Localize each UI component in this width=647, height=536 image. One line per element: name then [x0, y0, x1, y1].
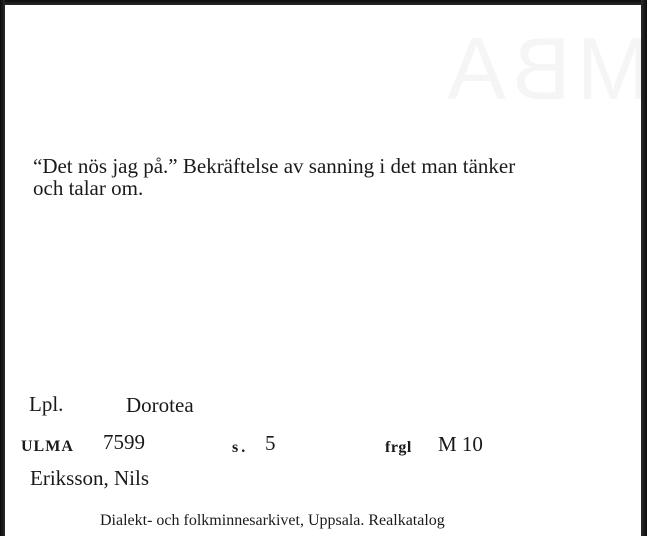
recorder-name: Eriksson, Nils: [30, 466, 150, 490]
page-number: 5: [265, 431, 276, 455]
frgl-value: M 10: [438, 432, 483, 456]
parish-value: Dorotea: [126, 393, 194, 417]
ulma-number: 7599: [103, 430, 145, 454]
reverse-side-show-through: [360, 18, 647, 128]
page-label: s.: [232, 439, 249, 456]
frgl-label: frgl: [385, 439, 412, 456]
card-text-line-1: “Det nös jag på.” Bekräftelse av sanning i det man tänker: [33, 154, 516, 178]
card-edge-top: [0, 0, 647, 5]
card-edge-left: [0, 0, 5, 536]
archive-footer: Dialekt- och folkminnesarkivet, Uppsala. Realkatalog: [100, 512, 445, 529]
card-text-line-2: och talar om.: [33, 176, 144, 200]
parish-label: Lpl.: [29, 392, 64, 416]
ulma-label: ULMA: [21, 438, 74, 455]
